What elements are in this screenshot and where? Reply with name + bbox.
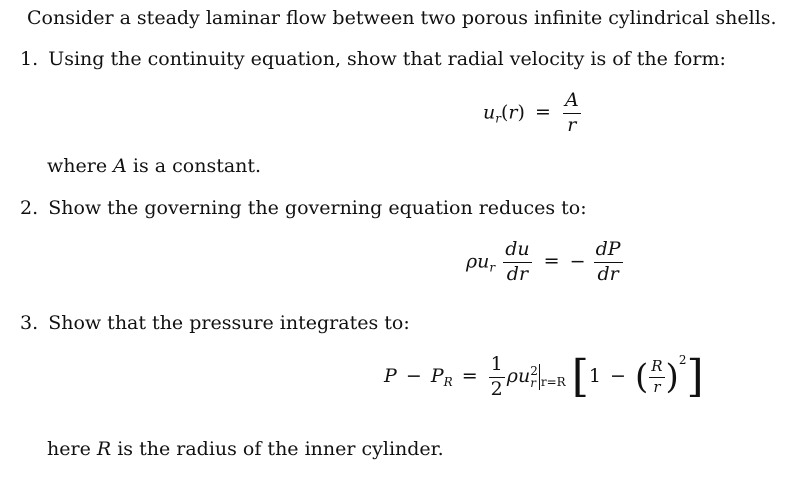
item-2 [20, 199, 587, 218]
eq2-u-sub: r [489, 260, 496, 275]
item-3-equation [384, 351, 704, 402]
eq2-frac2-num: dP [594, 240, 623, 263]
item-3-followup-prefix: here [47, 438, 91, 460]
eq3-P: P [384, 365, 397, 387]
eq3-close-paren: ) [665, 357, 679, 397]
eq2-rho: ρ [466, 250, 478, 273]
eq1-frac-num: A [563, 91, 581, 114]
eq3-half-num: 1 [489, 355, 505, 378]
eq1-fraction [563, 91, 581, 136]
eq3-R-over-r [649, 356, 664, 396]
eq3-minus-1: − [405, 365, 422, 387]
eq3-P-R: P [430, 365, 444, 387]
intro-text: Consider a steady laminar flow between two porous infinite cylindrical shells. [27, 7, 777, 29]
eq2-equals: = [543, 250, 560, 273]
eq3-open-paren: ( [634, 357, 649, 397]
item-3-number: 3. [20, 312, 39, 334]
eq3-rho: ρ [506, 365, 518, 387]
item-1-text: Using the continuity equation, show that radial velocity is of the form: [48, 48, 726, 70]
eq3-outer-sup: 2 [678, 353, 687, 367]
item-2-text: Show the governing the governing equation reduces to: [48, 197, 587, 219]
eq2-frac1-den: dr [506, 262, 529, 285]
eq3-eval-sub: r=R [540, 375, 566, 389]
item-1-number: 1. [20, 48, 39, 70]
eq3-P-R-sub: R [443, 375, 453, 389]
eq3-half [489, 352, 505, 400]
eq3-equals: = [461, 365, 478, 387]
eq3-minus-2: − [610, 365, 626, 387]
eq2-frac2-den: dr [597, 262, 619, 285]
eq1-u-sub: r [495, 111, 501, 126]
eq2-frac1-num: du [503, 240, 531, 263]
eq1-u: u [483, 101, 496, 124]
eq2-minus: − [569, 250, 586, 273]
eq3-u: u [517, 365, 531, 387]
eq3-R-num: R [649, 359, 664, 378]
item-3 [20, 314, 410, 333]
item-1-followup-symbol: A [113, 155, 127, 177]
item-1-followup-prefix: where [47, 155, 108, 177]
eq3-eval-bar [539, 364, 540, 390]
eq1-frac-den: r [567, 113, 577, 136]
eq3-half-den: 2 [490, 377, 503, 400]
item-2-number: 2. [20, 197, 39, 219]
eq2-u: u [477, 250, 490, 273]
eq3-open-bracket: [ [571, 351, 589, 402]
item-2-equation [466, 240, 625, 285]
eq2-fraction-2 [594, 240, 623, 285]
item-3-text: Show that the pressure integrates to: [48, 312, 410, 334]
item-1-followup-suffix: is a constant. [132, 155, 262, 177]
eq3-u-sup: 2 [530, 364, 538, 378]
item-1-followup [47, 157, 261, 176]
eq3-one: 1 [588, 365, 601, 387]
eq3-u-sub: r [530, 376, 536, 390]
eq1-equals: = [534, 101, 551, 124]
item-1 [20, 50, 726, 69]
item-3-followup-symbol: R [96, 438, 112, 460]
eq3-r-den: r [653, 377, 661, 396]
eq1-arg: (r) [501, 101, 525, 124]
item-1-equation [483, 91, 583, 136]
item-3-followup [47, 440, 444, 459]
eq2-fraction-1 [503, 240, 531, 285]
eq3-close-bracket: ] [686, 351, 704, 402]
item-3-followup-suffix: is the radius of the inner cylinder. [117, 438, 444, 460]
